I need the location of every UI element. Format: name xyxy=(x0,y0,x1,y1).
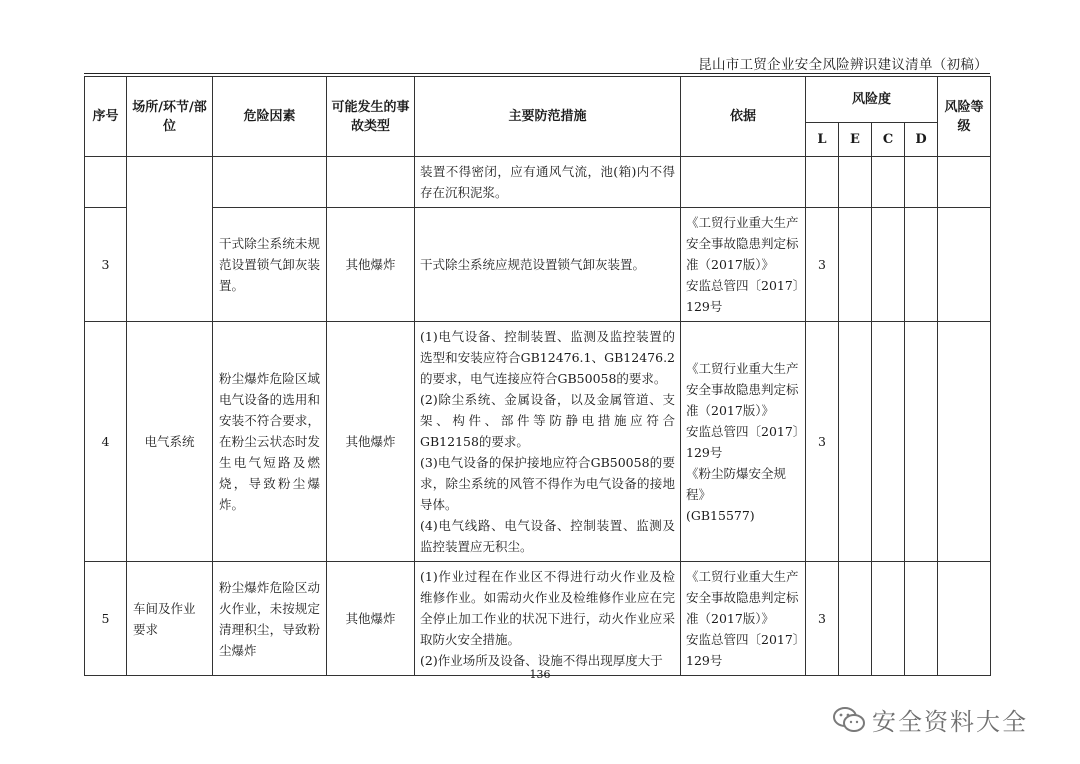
cell-place: 电气系统 xyxy=(127,322,213,562)
risk-table xyxy=(84,76,991,676)
table-row xyxy=(85,562,991,676)
cell-D xyxy=(905,157,938,208)
cell-E xyxy=(839,562,872,676)
col-header-measures: 主要防范措施 xyxy=(415,77,681,157)
cell-measures: 装置不得密闭，应有通风气流，池(箱)内不得存在沉积泥浆。 xyxy=(415,157,681,208)
cell-place: 车间及作业要求 xyxy=(127,562,213,676)
measure-item: (4)电气线路、电气设备、控制装置、监测及监控装置应无积尘。 xyxy=(420,518,675,554)
page-number: 136 xyxy=(529,668,551,681)
cell-no: 5 xyxy=(85,562,127,676)
basis-line: 安监总管四〔2017〕129号 xyxy=(686,423,800,460)
measure-item: (1)电气设备、控制装置、监测及监控装置的选型和安装应符合GB12476.1、GB12476.2的要求，电气连接应符合GB50058的要求。 xyxy=(420,329,675,386)
col-header-risk-degree: 风险度 xyxy=(806,77,938,123)
cell-level xyxy=(938,157,991,208)
cell-accident: 其他爆炸 xyxy=(327,562,415,676)
measure-item: (3)电气设备的保护接地应符合GB50058的要求，除尘系统的风管不得作为电气设备的接地导体。 xyxy=(420,455,675,512)
cell-D xyxy=(905,208,938,322)
cell-C xyxy=(872,208,905,322)
cell-C xyxy=(872,562,905,676)
col-header-basis: 依据 xyxy=(681,77,806,157)
col-header-C: C xyxy=(872,123,905,157)
col-header-D: D xyxy=(905,123,938,157)
document-header-title: 昆山市工贸企业安全风险辨识建议清单（初稿） xyxy=(698,57,988,73)
cell-measures: 干式除尘系统应规范设置锁气卸灰装置。 xyxy=(415,208,681,322)
cell-measures xyxy=(415,562,681,676)
cell-basis xyxy=(681,157,806,208)
table-row xyxy=(85,322,991,562)
basis-line: 《粉尘防爆安全规程》 xyxy=(686,465,787,502)
col-header-place: 场所/环节/部位 xyxy=(127,77,213,157)
cell-L xyxy=(806,157,839,208)
cell-L: 3 xyxy=(806,562,839,676)
cell-accident: 其他爆炸 xyxy=(327,208,415,322)
cell-basis xyxy=(681,208,806,322)
col-header-hazard: 危险因素 xyxy=(213,77,327,157)
table-row xyxy=(85,157,991,208)
cell-level xyxy=(938,208,991,322)
col-header-L: L xyxy=(806,123,839,157)
cell-measures xyxy=(415,322,681,562)
cell-C xyxy=(872,157,905,208)
cell-L: 3 xyxy=(806,322,839,562)
basis-line: 《工贸行业重大生产安全事故隐患判定标准（2017版）》 xyxy=(686,569,799,626)
cell-place xyxy=(127,157,213,322)
cell-L: 3 xyxy=(806,208,839,322)
cell-E xyxy=(839,208,872,322)
cell-hazard: 干式除尘系统未规范设置锁气卸灰装置。 xyxy=(213,208,327,322)
cell-D xyxy=(905,562,938,676)
cell-E xyxy=(839,322,872,562)
basis-line: 安监总管四〔2017〕129号 xyxy=(686,278,800,314)
cell-hazard: 粉尘爆炸危险区域电气设备的选用和安装不符合要求，在粉尘云状态时发生电气短路及燃烧，导致粉尘爆炸。 xyxy=(213,322,327,562)
cell-level xyxy=(938,562,991,676)
basis-line: 安监总管四〔2017〕129号 xyxy=(686,632,800,668)
cell-accident xyxy=(327,157,415,208)
measure-item: (1)作业过程在作业区不得进行动火作业及检维修作业。如需动火作业及检维修作业应在完全停止加工作业的状况下进行，动火作业应采取防火安全措施。 xyxy=(420,569,675,647)
cell-C xyxy=(872,322,905,562)
col-header-accident: 可能发生的事故类型 xyxy=(327,77,415,157)
cell-E xyxy=(839,157,872,208)
col-header-risk-level: 风险等级 xyxy=(938,77,991,157)
measure-item: (2)除尘系统、金属设备，以及金属管道、支架、构件、部件等防静电措施应符合GB12158的要求。 xyxy=(420,392,675,449)
header-rule xyxy=(84,73,990,74)
basis-line: (GB15577) xyxy=(686,507,755,523)
watermark xyxy=(832,702,1028,737)
basis-line: 《工贸行业重大生产安全事故隐患判定标准（2017版）》 xyxy=(686,215,799,272)
cell-hazard: 粉尘爆炸危险区动火作业，未按规定清理积尘，导致粉尘爆炸 xyxy=(213,562,327,676)
cell-level xyxy=(938,322,991,562)
measure-item: (2)作业场所及设备、设施不得出现厚度大于 xyxy=(420,653,663,668)
cell-hazard xyxy=(213,157,327,208)
col-header-no: 序号 xyxy=(85,77,127,157)
cell-no: 4 xyxy=(85,322,127,562)
cell-basis xyxy=(681,562,806,676)
cell-accident: 其他爆炸 xyxy=(327,322,415,562)
basis-line: 《工贸行业重大生产安全事故隐患判定标准（2017版）》 xyxy=(686,360,799,418)
watermark-text: 安全资料大全 xyxy=(872,708,1028,736)
cell-no: 3 xyxy=(85,208,127,322)
cell-basis xyxy=(681,322,806,562)
cell-D xyxy=(905,322,938,562)
wechat-icon xyxy=(832,705,866,735)
cell-no xyxy=(85,157,127,208)
table-row xyxy=(85,208,991,322)
col-header-E: E xyxy=(839,123,872,157)
